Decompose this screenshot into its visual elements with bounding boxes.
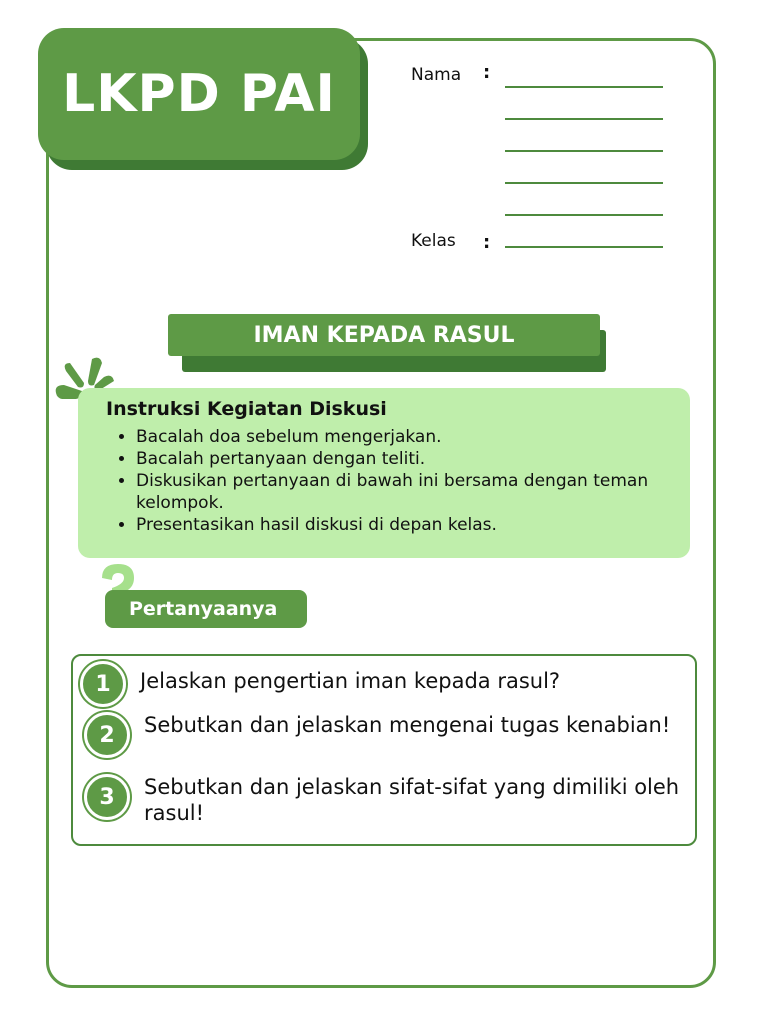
instruction-item: • Presentasikan hasil diskusi di depan kelas.	[136, 514, 670, 536]
topic-title: IMAN KEPADA RASUL	[253, 322, 515, 348]
question-number-badge: 1	[80, 661, 126, 707]
question-number-badge: 2	[84, 712, 130, 758]
question-text: Sebutkan dan jelaskan mengenai tugas kenabian!	[144, 713, 671, 737]
instructions-heading: Instruksi Kegiatan Diskusi	[106, 398, 387, 420]
questions-label-text: Pertanyaanya	[129, 598, 278, 620]
name-colon: :	[483, 62, 491, 83]
class-line[interactable]	[505, 246, 663, 248]
question-item-2	[84, 712, 684, 758]
title-box	[38, 28, 360, 160]
name-line-4[interactable]	[505, 182, 663, 184]
page-title: LKPD PAI	[62, 64, 336, 124]
instruction-item: • Diskusikan pertanyaan di bawah ini bersama dengan teman kelompok.	[136, 470, 670, 514]
instruction-item: • Bacalah pertanyaan dengan teliti.	[136, 448, 670, 470]
instructions-list	[106, 426, 670, 536]
name-line-2[interactable]	[505, 118, 663, 120]
question-item-3	[84, 774, 684, 826]
class-colon: :	[483, 232, 491, 253]
topic-banner	[168, 314, 600, 356]
name-line-1[interactable]	[505, 86, 663, 88]
instructions-box	[78, 388, 690, 558]
question-text: Jelaskan pengertian iman kepada rasul?	[140, 669, 561, 693]
instruction-item: • Bacalah doa sebelum mengerjakan.	[136, 426, 670, 448]
question-item-1	[80, 661, 680, 707]
name-label: Nama	[411, 65, 462, 85]
name-line-3[interactable]	[505, 150, 663, 152]
question-number-badge: 3	[84, 774, 130, 820]
name-line-5[interactable]	[505, 214, 663, 216]
question-text: Sebutkan dan jelaskan sifat-sifat yang dimiliki oleh rasul!	[144, 775, 680, 825]
questions-label	[105, 590, 307, 628]
class-label: Kelas	[411, 231, 456, 251]
